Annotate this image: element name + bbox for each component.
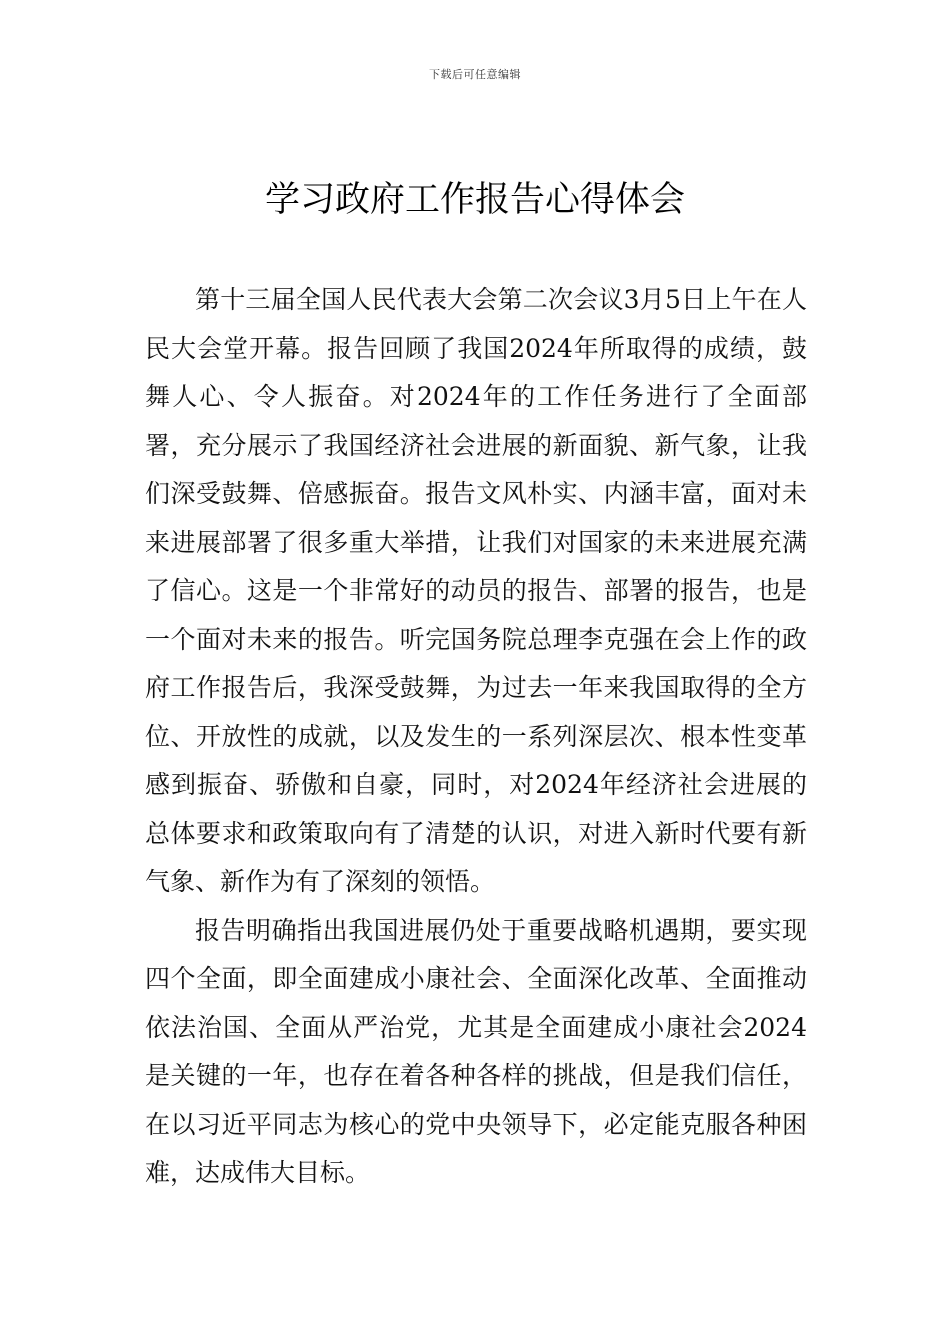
header-note: 下载后可任意编辑 <box>429 68 521 81</box>
body-paragraph-1: 第十三届全国人民代表大会第二次会议3月5日上午在人民大会堂开幕。报告回顾了我国2024年所取得的成绩，鼓舞人心、令人振奋。对2024年的工作任务进行了全面部署，充分展示了我国经济社会进展的新面貌、新气象，让我们深受鼓舞、倍感振奋。报告文风朴实、内涵丰富，面对未来进展部署了很多重大举措，让我们对国家的未来进展充满了信心。这是一个非常好的动员的报告、部署的报告，也是一个面对未来的报告。听完国务院总理李克强在会上作的政府工作报告后，我深受鼓舞，为过去一年来我国取得的全方位、开放性的成就，以及发生的一系列深层次、根本性变革感到振奋、骄傲和自豪，同时，对2024年经济社会进展的总体要求和政策取向有了清楚的认识，对进入新时代要有新气象、新作为有了深刻的领悟。 <box>145 285 807 896</box>
document-title: 学习政府工作报告心得体会 <box>264 180 685 220</box>
body-paragraph-2: 报告明确指出我国进展仍处于重要战略机遇期，要实现四个全面，即全面建成小康社会、全面深化改革、全面推动依法治国、全面从严治党，尤其是全面建成小康社会2024是关键的一年，也存在着各种各样的挑战，但是我们信任，在以习近平同志为核心的党中央领导下，必定能克服各种困难，达成伟大目标。 <box>145 915 807 1187</box>
document-body <box>145 276 807 1198</box>
